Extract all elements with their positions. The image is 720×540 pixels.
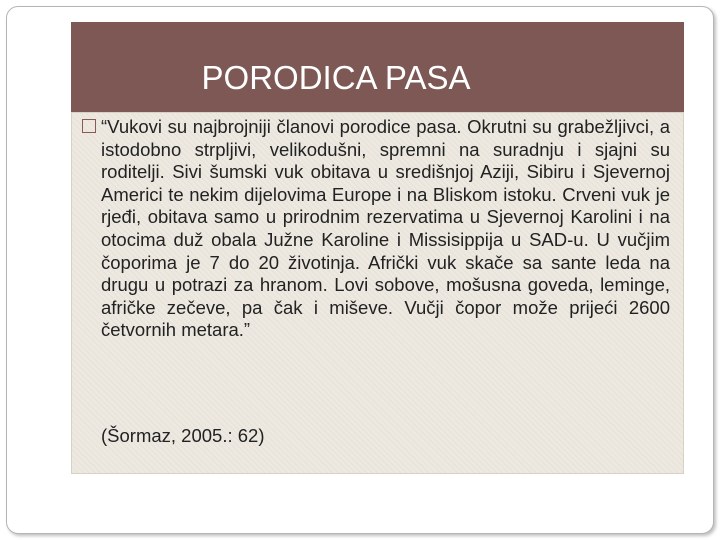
bullet-square-icon: [82, 119, 96, 133]
source-citation: (Šormaz, 2005.: 62): [101, 425, 265, 446]
quote-text: “Vukovi su najbrojniji članovi porodice pasa. Okrutni su grabežljivci, a istodobno strpljivi, velikodušni, spremni na suradnju i sjajni su roditelji. Sivi šumski vuk obitava u središnjoj Aziji, Sibiru i Sjevernoj Americi te nekim dijelovima Europe i na Bliskom istoku. Crveni vuk je rjeđi, obitava samo u prirodnim rezervatima u Sjevernoj Karolini i na otocima duž obala Južne Karoline i Missisippija u SAD-u. U vučjim čoporima je 7 do 20 životinja. Afrički vuk skače sa sante leda na drugu u potrazi za hranom. Lovi sobove, mošusna goveda, leminge, afričke zečeve, pa čak i miševe. Vučji čopor može prijeći 2600 četvornih metara.”: [101, 116, 670, 341]
slide-title: PORODICA PASA: [201, 59, 471, 96]
